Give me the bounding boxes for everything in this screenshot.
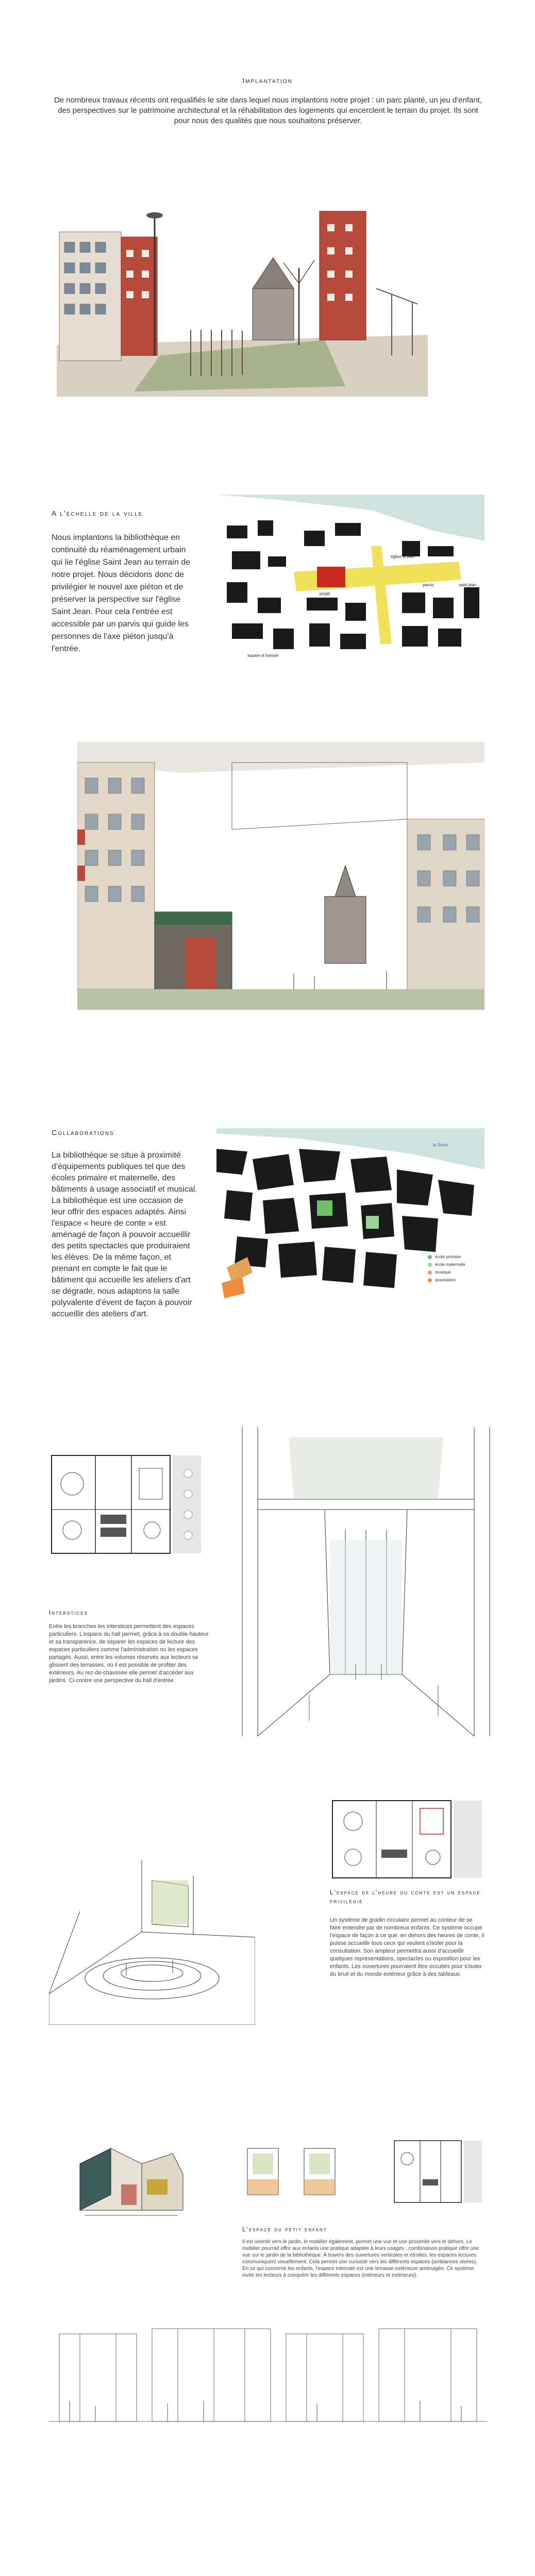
map-label-saint-jean: saint jean — [459, 583, 477, 587]
conte-text: Un système de gradin circulaire permet au conteur de se faire entendre par de nombreux enfants. Ce système occupe l'espace de façon à ce que, en dehors des heures de conte, il puisse accueillir tous ceux qui veulent s'isoler pour la consultation. Son ampleur permettra aussi d'accueillir quelques représentations, spectacles ou exposition pour les enfants. Les ouvertures pourraient être occultés pour s'isoler du bruit et du monde extérieur grâce à des tableaux. — [330, 1917, 484, 1977]
legend-item — [428, 1278, 465, 1282]
elevation-drawings — [49, 2318, 487, 2437]
legend-dot — [428, 1270, 432, 1275]
legend-label: école maternelle — [435, 1262, 465, 1267]
legend-item — [428, 1270, 465, 1275]
conte-title: L'espace de l'heure du conte est un espace privilégié — [330, 1889, 481, 1905]
enfant-title: L'espace du petit enfant — [242, 2226, 327, 2233]
legend-label: association — [435, 1278, 456, 1282]
map-label-project: projet — [320, 591, 330, 596]
interstices-title: Interstices — [49, 1609, 89, 1616]
echelle-title: A l'échelle de la ville — [52, 509, 143, 517]
conte-perspective — [49, 1860, 255, 2025]
enfant-plan — [392, 2138, 484, 2205]
implantation-title: Implantation — [242, 76, 293, 84]
legend-label: école primaire — [435, 1255, 461, 1259]
map-label-parvis: parvis — [423, 583, 434, 587]
legend-dot — [428, 1255, 432, 1259]
map-label-seine: la Seine — [433, 1143, 448, 1147]
collaborations-title: Collaborations — [52, 1128, 114, 1137]
legend-dot — [428, 1278, 432, 1282]
courtyard-sketch — [77, 742, 484, 1010]
implantation-text: De nombreux travaux récents ont requalifiés le site dans lequel nous implantons notre projet : un parc planté, un jeu d'enfant, des perspectives sur le patrimoine architectural et la réhabilitation des logements qui encerclent le terrain du projet. Ils sont pour nous des qualités que nous souhaitons préserver. — [54, 96, 482, 125]
collaborations-map — [216, 1128, 484, 1309]
hall-perspective — [232, 1427, 500, 1736]
street-sketch — [57, 201, 428, 397]
city-map — [216, 495, 484, 659]
enfant-furniture-1 — [242, 2143, 294, 2205]
interstices-plan — [49, 1453, 204, 1556]
map-label-church: église st jean — [391, 554, 415, 559]
legend-item — [428, 1262, 465, 1267]
echelle-text: Nous implantons la bibliothèque en continuité du réaménagement urbain qui lie l'église Saint Jean au terrain de notre projet. Nous décidons donc de privilégier le nouvel axe piéton et de préserver la perspective sur l'église Saint Jean. Pour cela l'entrée est accessible par un parvis qui guide les personnes de l'axe piéton jusqu'à l'entrée. — [52, 533, 190, 653]
map-legend — [428, 1255, 465, 1285]
enfant-furniture-2 — [299, 2143, 350, 2205]
enfant-text: Il est orienté vers le jardin, le mobilier également, permet une vue et une proximité vers le dehors. Le mobilier pourrait offrir aux enfants une pratique adaptée à leurs usages ; combinaison pratique offrir une vue sur le jardin de la bibliothèque. À travers des ouvertures verticales et étroites, les espaces lectures communiquent visuellement. Cela permet une curiosité vers les différents espaces (ambiances visées). En ce qui concerne les enfants, l'espace intercalé est une terrasse extérieure aménagée. Ce système invite les lecteurs à conquérir les différents espaces (intérieurs et extérieurs). — [242, 2239, 479, 2278]
conte-plan — [330, 1798, 484, 1880]
collaborations-text: La bibliothèque se situe à proximité d'équipements publiques tel que des écoles primaire et maternelle, des bâtiments à usage associatif et musical. La bibliothèque est une occasion de leur offrir des espaces adaptés. Ainsi l'espace « heure de conte » est aménagé de façon à pouvoir accueillir des petits spectacles que produiraient les élèves. De la même façon, et prenant en compte le fait que le bâtiment qui accueille les ateliers d'art se dégrade, nous adaptons la salle polyvalente d'évent de façon à pouvoir accueillir des ateliers d'art. — [52, 1151, 197, 1318]
map-label-square: square st honoré — [247, 653, 279, 658]
legend-label: musique — [435, 1270, 451, 1275]
interstices-text: Entre les branches les interstices permettent des espaces particuliers. L'espace du hall permet, grâce à sa double hauteur et sa transparence, de séparer les espaces de lecture des espaces particuliers comme l'administration ou les espaces partagés. Aussi, entre les volumes réservés aux lecteurs se glissent des terrasses, où il est possible de profiter des extérieurs. Au rez-de-chaussée elle permet d'accéder aux jardins. Ci-contre une perspective du hall d'entrée. — [49, 1623, 209, 1684]
enfant-axonometric — [70, 2133, 188, 2221]
legend-item — [428, 1255, 465, 1259]
legend-dot — [428, 1263, 432, 1267]
